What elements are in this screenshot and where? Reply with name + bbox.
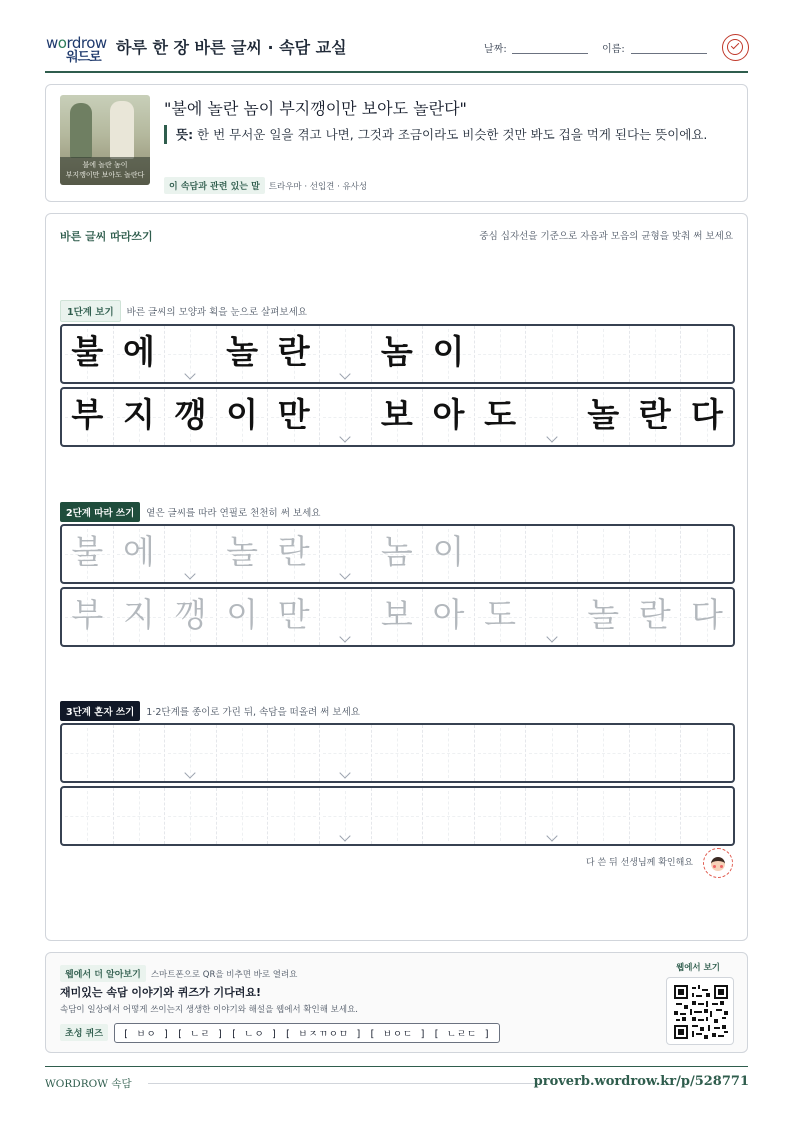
writing-cell <box>681 526 733 582</box>
qr-label: 웹에서 보기 <box>675 963 720 973</box>
writing-cell[interactable] <box>578 725 630 781</box>
writing-cell <box>475 526 527 582</box>
writing-cell[interactable] <box>114 725 166 781</box>
guide-character: 부 <box>71 595 104 634</box>
writing-cell[interactable] <box>268 725 320 781</box>
step3-row-2[interactable] <box>60 786 735 846</box>
space-mark-icon <box>340 767 351 778</box>
writing-cell <box>423 589 475 645</box>
space-mark-icon <box>185 767 196 778</box>
guide-character: 깽 <box>174 595 207 634</box>
space-mark-icon <box>185 368 196 379</box>
writing-cell[interactable] <box>578 788 630 844</box>
step1-header: 1단계 보기 바른 글씨의 모양과 획을 눈으로 살펴보세요 <box>60 300 307 318</box>
space-mark-icon <box>546 631 557 642</box>
guide-character: 이 <box>226 395 259 434</box>
writing-cell <box>62 389 114 445</box>
practice-title: 바른 글씨 따라쓰기 <box>60 230 153 243</box>
writing-cell[interactable] <box>681 725 733 781</box>
writing-cell <box>114 326 166 382</box>
writing-cell[interactable] <box>526 725 578 781</box>
guide-character: 도 <box>484 595 516 634</box>
related-items: 트라우마 · 선입견 · 유사성 <box>268 181 368 192</box>
writing-cell <box>475 589 527 645</box>
related-tag: 이 속담과 관련 있는 말 <box>164 177 265 194</box>
writing-cell <box>372 526 424 582</box>
space-mark-icon <box>546 830 557 841</box>
writing-cell <box>217 589 269 645</box>
writing-cell[interactable] <box>217 725 269 781</box>
writing-cell <box>630 326 682 382</box>
guide-character: 란 <box>638 595 671 634</box>
footer-url[interactable]: proverb.wordrow.kr/p/528771 <box>533 1074 749 1089</box>
writing-cell[interactable] <box>475 788 527 844</box>
page-header <box>45 30 748 73</box>
guide-character: 아 <box>432 595 465 634</box>
writing-cell <box>217 326 269 382</box>
web-description: 속담이 일상에서 어떻게 쓰이는지 생생한 이야기와 해설을 웹에서 확인해 보세요. <box>60 1005 358 1015</box>
writing-cell[interactable] <box>630 788 682 844</box>
quiz-label: 초성 퀴즈 <box>60 1024 108 1041</box>
name-field[interactable] <box>631 53 707 54</box>
writing-cell <box>320 589 372 645</box>
writing-cell[interactable] <box>165 788 217 844</box>
guide-character: 이 <box>432 332 465 371</box>
page-title: 하루 한 장 바른 글씨 · 속담 교실 <box>116 38 347 57</box>
practice-description: 중심 십자선을 기준으로 자음과 모음의 균형을 맞춰 써 보세요 <box>479 231 733 242</box>
writing-cell <box>578 589 630 645</box>
footer-rule <box>148 1083 538 1084</box>
writing-cell <box>423 326 475 382</box>
teacher-stamp-icon <box>703 848 733 878</box>
writing-cell <box>578 389 630 445</box>
guide-character: 다 <box>690 395 723 434</box>
writing-cell <box>526 326 578 382</box>
step1-row-2 <box>60 387 735 447</box>
writing-cell <box>578 526 630 582</box>
writing-cell <box>268 526 320 582</box>
guide-character: 란 <box>277 532 310 571</box>
qr-code-icon <box>674 985 728 1039</box>
guide-character: 놀 <box>226 532 259 571</box>
writing-cell <box>217 389 269 445</box>
step3-header: 3단계 혼자 쓰기 1·2단계를 종이로 가린 뒤, 속담을 떠올려 써 보세요 <box>60 700 360 718</box>
guide-character: 놀 <box>587 395 620 434</box>
writing-cell <box>268 326 320 382</box>
qr-code[interactable] <box>666 977 734 1045</box>
writing-cell[interactable] <box>372 725 424 781</box>
guide-character: 놀 <box>226 332 259 371</box>
writing-cell <box>630 526 682 582</box>
space-mark-icon <box>340 568 351 579</box>
writing-cell <box>217 526 269 582</box>
writing-cell <box>320 526 372 582</box>
guide-character: 놈 <box>380 532 413 571</box>
step1-row-1 <box>60 324 735 384</box>
step2-header: 2단계 따라 쓰기 옅은 글씨를 따라 연필로 천천히 써 보세요 <box>60 501 320 519</box>
date-field[interactable] <box>512 53 588 54</box>
guide-character: 불 <box>71 532 104 571</box>
writing-cell <box>475 326 527 382</box>
writing-cell <box>526 526 578 582</box>
guide-character: 란 <box>638 395 671 434</box>
guide-character: 도 <box>484 395 516 434</box>
guide-character: 만 <box>277 395 310 434</box>
writing-cell <box>165 526 217 582</box>
writing-cell[interactable] <box>165 725 217 781</box>
writing-cell <box>114 526 166 582</box>
name-label: 이름: <box>602 44 625 55</box>
writing-cell <box>475 389 527 445</box>
writing-cell <box>320 389 372 445</box>
guide-character: 지 <box>122 395 155 434</box>
writing-cell <box>526 389 578 445</box>
writing-cell <box>681 326 733 382</box>
guide-character: 란 <box>277 332 310 371</box>
writing-cell <box>681 589 733 645</box>
writing-cell <box>165 589 217 645</box>
check-note: 다 쓴 뒤 선생님께 확인해요 <box>585 858 693 868</box>
writing-cell[interactable] <box>423 725 475 781</box>
writing-cell <box>165 326 217 382</box>
guide-character: 다 <box>690 595 723 634</box>
writing-cell <box>62 526 114 582</box>
writing-cell[interactable] <box>62 725 114 781</box>
guide-character: 에 <box>122 332 155 371</box>
proverb-quote: "불에 놀란 놈이 부지깽이만 보아도 놀란다" <box>164 99 467 118</box>
web-tag: 웹에서 더 알아보기 <box>60 965 146 982</box>
writing-cell <box>372 589 424 645</box>
web-header <box>60 963 297 979</box>
writing-cell <box>630 589 682 645</box>
quiz-box: [ ㅂㅇ ] [ ㄴㄹ ] [ ㄴㅇ ] [ ㅂㅈㄲㅇㅁ ] [ ㅂㅇㄷ ] [ ㄴㄹㄷ ] <box>114 1023 500 1043</box>
writing-cell[interactable] <box>217 788 269 844</box>
step2-row-1[interactable] <box>60 524 735 584</box>
step3-row-1[interactable] <box>60 723 735 783</box>
step2-row-2[interactable] <box>60 587 735 647</box>
guide-character: 에 <box>122 532 155 571</box>
writing-cell[interactable] <box>114 788 166 844</box>
writing-cell <box>320 326 372 382</box>
writing-cell <box>62 326 114 382</box>
writing-cell <box>114 389 166 445</box>
footer-divider <box>45 1066 748 1067</box>
related-words <box>164 175 367 191</box>
space-mark-icon <box>546 431 557 442</box>
chosung-quiz <box>60 1022 500 1040</box>
writing-cell <box>114 589 166 645</box>
writing-cell <box>165 389 217 445</box>
writing-cell <box>423 526 475 582</box>
writing-cell[interactable] <box>475 725 527 781</box>
writing-cell <box>578 326 630 382</box>
wordrow-logo: wordrow 워드로 <box>46 34 107 65</box>
footer-brand: WORDROW 속담 <box>45 1078 132 1090</box>
handwriting-practice <box>45 213 748 941</box>
web-promo <box>45 952 748 1053</box>
space-mark-icon <box>340 830 351 841</box>
space-mark-icon <box>340 431 351 442</box>
guide-character: 지 <box>122 595 155 634</box>
writing-cell <box>526 589 578 645</box>
guide-character: 놈 <box>380 332 413 371</box>
guide-character: 아 <box>432 395 465 434</box>
guide-character: 이 <box>226 595 259 634</box>
guide-character: 불 <box>71 332 104 371</box>
writing-cell[interactable] <box>320 788 372 844</box>
proverb-illustration: 불에 놀란 놈이 부지깽이만 보아도 놀란다 <box>60 95 150 185</box>
web-sub: 스마트폰으로 QR을 비추면 바로 열려요 <box>150 969 298 980</box>
guide-character: 깽 <box>174 395 207 434</box>
proverb-meaning: 뜻: 한 번 무서운 일을 겪고 나면, 그것과 조금이라도 비슷한 것만 봐도 겁을 먹게 된다는 뜻이에요. <box>164 125 734 144</box>
writing-cell[interactable] <box>320 725 372 781</box>
writing-cell[interactable] <box>268 788 320 844</box>
writing-cell[interactable] <box>526 788 578 844</box>
guide-character: 보 <box>380 395 413 434</box>
guide-character: 부 <box>71 395 104 434</box>
guide-character: 이 <box>432 532 465 571</box>
guide-character: 보 <box>380 595 413 634</box>
writing-cell[interactable] <box>630 725 682 781</box>
writing-cell <box>423 389 475 445</box>
writing-cell[interactable] <box>372 788 424 844</box>
writing-cell <box>372 326 424 382</box>
writing-cell <box>372 389 424 445</box>
date-label: 날짜: <box>484 44 507 55</box>
writing-cell <box>630 389 682 445</box>
space-mark-icon <box>340 368 351 379</box>
writing-cell <box>268 589 320 645</box>
proverb-card <box>45 84 748 202</box>
writing-cell <box>62 589 114 645</box>
writing-cell <box>681 389 733 445</box>
space-mark-icon <box>185 568 196 579</box>
approval-seal-icon <box>722 34 749 61</box>
space-mark-icon <box>340 631 351 642</box>
web-headline: 재미있는 속담 이야기와 퀴즈가 기다려요! <box>60 986 261 999</box>
writing-cell[interactable] <box>681 788 733 844</box>
writing-cell[interactable] <box>423 788 475 844</box>
writing-cell <box>268 389 320 445</box>
guide-character: 만 <box>277 595 310 634</box>
writing-cell[interactable] <box>62 788 114 844</box>
guide-character: 놀 <box>587 595 620 634</box>
